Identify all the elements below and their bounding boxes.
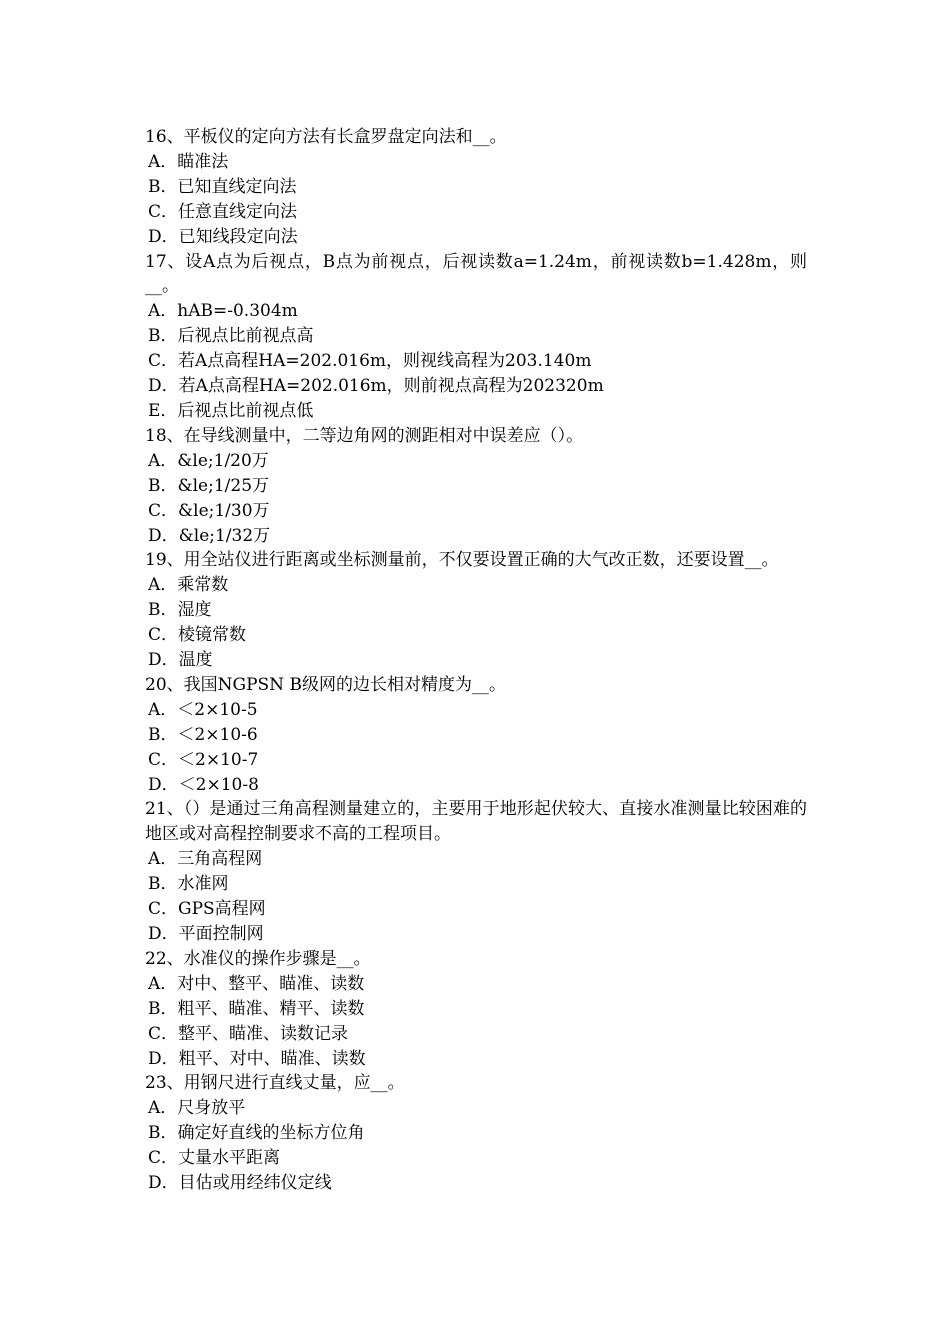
- answer-option: D．若A点高程HA=202.016m，则前视点高程为202320m: [148, 376, 604, 397]
- question-stem: 20、我国NGPSN B级网的边长相对精度为__。: [145, 674, 506, 695]
- answer-option: A．尺身放平: [148, 1098, 246, 1119]
- answer-option: A．乘常数: [148, 575, 229, 596]
- question-block: [145, 250, 807, 424]
- answer-option: C．丈量水平距离: [148, 1148, 281, 1169]
- answer-option: A．三角高程网: [148, 849, 263, 870]
- answer-option: A．瞄准法: [148, 151, 229, 172]
- answer-option: B．＜2×10-6: [148, 724, 258, 745]
- question-stem: 22、水准仪的操作步骤是__。: [145, 948, 371, 969]
- answer-option: B．确定好直线的坐标方位角: [148, 1123, 365, 1144]
- question-stem: 23、用钢尺进行直线丈量，应__。: [145, 1073, 405, 1094]
- question-stem: 16、平板仪的定向方法有长盒罗盘定向法和__。: [145, 127, 507, 147]
- question-block: [145, 548, 807, 673]
- question-stem: 19、用全站仪进行距离或坐标测量前，不仅要设置正确的大气改正数，还要设置__。: [145, 550, 779, 571]
- answer-option: D．已知线段定向法: [148, 226, 298, 247]
- question-block: [145, 424, 807, 549]
- question-block: [145, 797, 807, 946]
- answer-option: A．&le;1/20万: [148, 450, 269, 471]
- answer-option: A．对中、整平、瞄准、读数: [148, 973, 365, 994]
- question-block: [145, 1071, 807, 1196]
- answer-option: D．&le;1/32万: [148, 525, 271, 546]
- question-block: [145, 673, 807, 798]
- answer-option: C．若A点高程HA=202.016m，则视线高程为203.140m: [148, 351, 592, 372]
- answer-option: B．后视点比前视点高: [148, 326, 314, 347]
- question-stem: 18、在导线测量中，二等边角网的测距相对中误差应（）。: [145, 425, 584, 446]
- answer-option: C．＜2×10-7: [148, 749, 259, 770]
- answer-option: D．温度: [148, 650, 213, 671]
- answer-option: D．平面控制网: [148, 924, 264, 944]
- document-page: [145, 125, 807, 1196]
- answer-option: C．棱镜常数: [148, 625, 247, 646]
- answer-option: B．水准网: [148, 874, 229, 895]
- question-block: [145, 947, 807, 1072]
- answer-option: C．任意直线定向法: [148, 201, 298, 222]
- answer-option: D．＜2×10-8: [148, 774, 259, 795]
- answer-option: D．目估或用经纬仪定线: [148, 1173, 332, 1194]
- answer-option: E．后视点比前视点低: [148, 400, 314, 421]
- question-stem: 17、设A点为后视点，B点为前视点，后视读数a=1.24m，前视读数b=1.428m，则__。: [145, 251, 807, 297]
- answer-option: A．hAB=-0.304m: [148, 301, 298, 322]
- answer-option: B．已知直线定向法: [148, 176, 297, 197]
- answer-option: C．GPS高程网: [148, 899, 266, 920]
- answer-option: C．&le;1/30万: [148, 500, 270, 521]
- answer-option: C．整平、瞄准、读数记录: [148, 1023, 349, 1044]
- answer-option: B．&le;1/25万: [148, 475, 270, 496]
- answer-option: D．粗平、对中、瞄准、读数: [148, 1048, 366, 1069]
- answer-option: A．＜2×10-5: [148, 699, 258, 720]
- question-stem: 21、（）是通过三角高程测量建立的，主要用于地形起伏较大、直接水准测量比较困难的地区或对高程控制要求不高的工程项目。: [145, 799, 807, 845]
- answer-option: B．粗平、瞄准、精平、读数: [148, 998, 365, 1019]
- question-block: [145, 125, 807, 250]
- answer-option: B．湿度: [148, 600, 212, 621]
